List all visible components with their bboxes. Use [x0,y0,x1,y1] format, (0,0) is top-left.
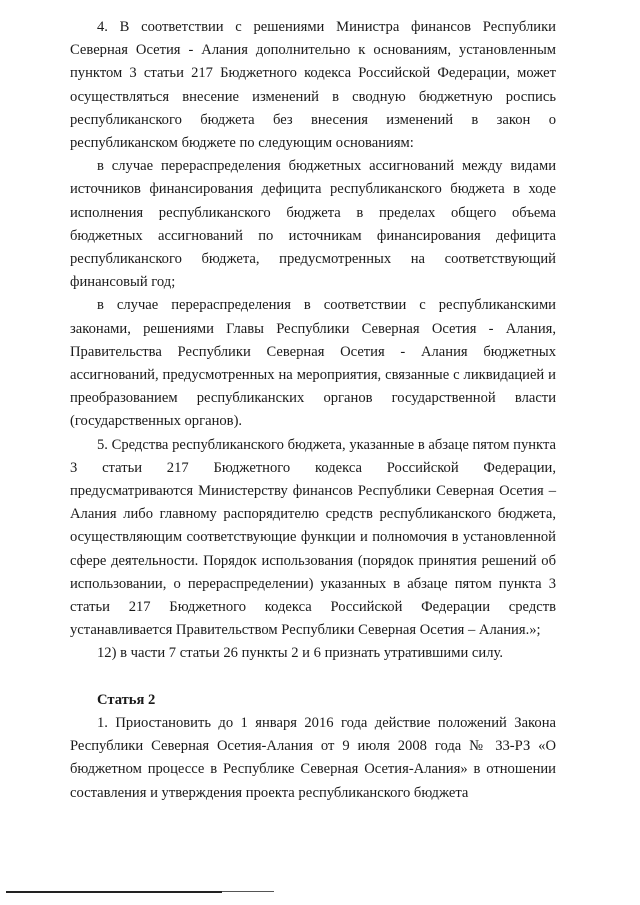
document-body [70,16,556,805]
paragraph-redistribution: в случае перераспределения в соответствии с республиканскими законами, решениями Главы Республики Северная Осетия - Алания, Правительства Республики Северная Осетия - Алания бюджетных ассигнований, предусмотренных на мероприятия, связанные с ликвидацией и преобразованием республиканских органов государственной власти (государственных органов). [70,297,556,430]
footer-rule-tail [222,891,274,892]
article-2-heading: Статья 2 [97,691,156,708]
article-2-paragraph-1: 1. Приостановить до 1 января 2016 года действие положений Закона Республики Северная Осетия-Алания от 9 июля 2008 года № 33-РЗ «О бюджетном процессе в Республике Северная Осетия-Алания» в отношении составления и утверждения проекта республиканского бюджета [70,714,556,801]
footer-rule [6,891,222,893]
section-gap [70,666,556,689]
paragraph-deficit-financing: в случае перераспределения бюджетных ассигнований между видами источников финансирования дефицита республиканского бюджета в ходе исполнения республиканского бюджета в пределах общего объема бюджетных ассигнований по источникам финансирования дефицита республиканского бюджета, предусмотренных на соответствующий финансовый год; [70,158,556,291]
paragraph-5-budget-funds: 5. Средства республиканского бюджета, указанные в абзаце пятом пункта 3 статьи 217 Бюджетного кодекса Российской Федерации, предусматриваются Министерству финансов Республики Северная Осетия – Алания либо главному распорядителю средств республиканского бюджета, осуществляющим соответствующие функции и полномочия в установленной сфере деятельности. Порядок использования (порядок принятия решений об использовании, о перераспределении) указанных в абзаце пятом пункта 3 статьи 217 Бюджетного кодекса Российской Федерации средств устанавливается Правительством Республики Северная Осетия – Алания.»; [70,436,556,639]
paragraph-4-budget-changes: 4. В соответствии с решениями Министра финансов Республики Северная Осетия - Алания дополнительно к основаниям, установленным пунктом 3 статьи 217 Бюджетного кодекса Российской Федерации, может осуществляться внесение изменений в сводную бюджетную роспись республиканского бюджета без внесения изменений в закон о республиканском бюджете по следующим основаниям: [70,19,556,152]
paragraph-12-repeal: 12) в части 7 статьи 26 пункты 2 и 6 признать утратившими силу. [97,645,503,662]
